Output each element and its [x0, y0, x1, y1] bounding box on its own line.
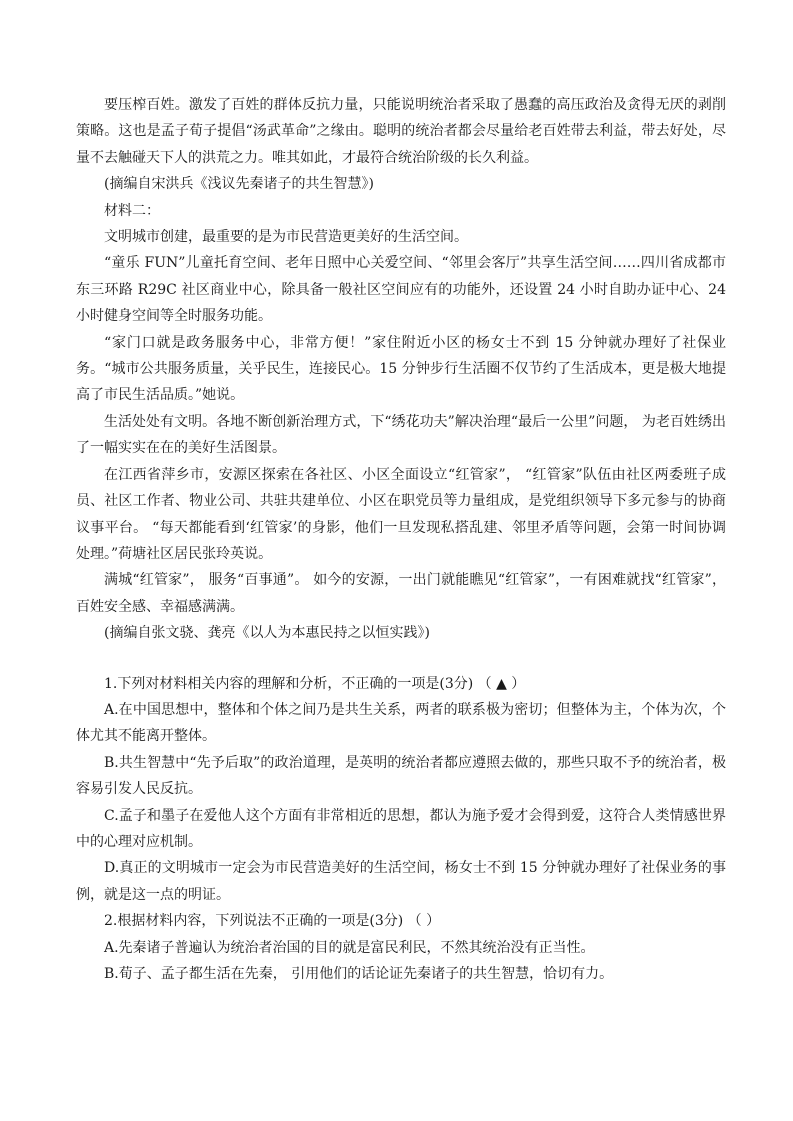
- question-1-option-a: A.在中国思想中，整体和个体之间乃是共生关系，两者的联系极为密切；但整体为主，个体为次，个体尤其不能离开整体。: [76, 701, 726, 745]
- material1-paragraph: 要压榨百姓。激发了百姓的群体反抗力量，只能说明统治者采取了愚蠢的高压政治及贪得无厌的剥削策略。这也是孟子荀子提倡“汤武革命”之缘由。聪明的统治者都会尽量给老百姓带去利益，带去好处，尽量不去触碰天下人的洪荒之力。唯其如此，才最符合统治阶级的长久利益。: [76, 97, 726, 166]
- question-1-option-b: B.共生智慧中“先予后取”的政治道理，是英明的统治者都应遵照去做的，那些只取不予的统治者，极容易引发人民反抗。: [76, 754, 726, 798]
- material2-paragraph-1: 文明城市创建，最重要的是为市民营造更美好的生活空间。: [104, 229, 468, 246]
- material2-paragraph-5: 在江西省萍乡市，安源区探索在各社区、小区全面设立“红管家”， “红管家”队伍由社区两委班子成员、社区工作者、物业公司、共驻共建单位、小区在职党员等力量组成，是党组织领导下多元参与的协商议事平台。 “每天都能看到‘红管家’的身影，他们一旦发现私搭乱建、邻里矛盾等问题，会第一时间协调处理。”荷塘社区居民张玲英说。: [76, 466, 726, 562]
- material2-paragraph-6: 满城“红管家”， 服务“百事通”。 如今的安源，一出门就能瞧见“红管家”，一有困难就找“红管家”， 百姓安全感、幸福感满满。: [76, 572, 726, 615]
- question-1-option-c: C.孟子和墨子在爱他人这个方面有非常相近的思想，都认为施予爱才会得到爱，这符合人类情感世界中的心理对应机制。: [76, 807, 726, 850]
- question-1-stem: 1.下列对材料相关内容的理解和分析，不正确的一项是(3分) （ ▲ ）: [104, 675, 526, 692]
- question-2-option-a: A.先秦诸子普遍认为统治者治国的目的就是富民利民，不然其统治没有正当性。: [104, 939, 595, 956]
- material2-source: (摘编自张文骁、龚亮《以人为本惠民持之以恒实践》): [104, 625, 430, 642]
- material2-paragraph-3: “家门口就是政务服务中心，非常方便！”家住附近小区的杨女士不到 15 分钟就办理好了社保业务。“城市公共服务质量，关乎民生，连接民心。15 分钟步行生活圈不仅节约了生活成本，更是极大地提高了市民生活品质。”她说。: [76, 334, 726, 404]
- material1-source: (摘编自宋洪兵《浅议先秦诸子的共生智慧》): [104, 176, 374, 193]
- question-2-stem: 2.根据材料内容，下列说法不正确的一项是(3分) （ ）: [104, 913, 441, 930]
- document-page: [76, 92, 726, 987]
- question-2-option-b: B.荀子、孟子都生活在先秦， 引用他们的话论证先秦诸子的共生智慧，恰切有力。: [104, 966, 614, 982]
- section-gap: [76, 647, 726, 671]
- material2-paragraph-4: 生活处处有文明。各地不断创新治理方式，下“绣花功夫”解决治理“最后一公里”问题， 为老百姓绣出了一幅实实在在的美好生活图景。: [76, 413, 726, 457]
- material2-paragraph-2: “童乐 FUN”儿童托育空间、老年日照中心关爱空间、“邻里会客厅”共享生活空间……四川省成都市东三环路 R29C 社区商业中心，除具备一般社区空间应有的功能外，还设置 24 小时自助办证中心、24 小时健身空间等全时服务功能。: [76, 255, 726, 325]
- material2-heading: 材料二：: [104, 202, 160, 219]
- question-1-option-d: D.真正的文明城市一定会为市民营造美好的生活空间，杨女士不到 15 分钟就办理好了社保业务的事例，就是这一点的明证。: [76, 860, 726, 903]
